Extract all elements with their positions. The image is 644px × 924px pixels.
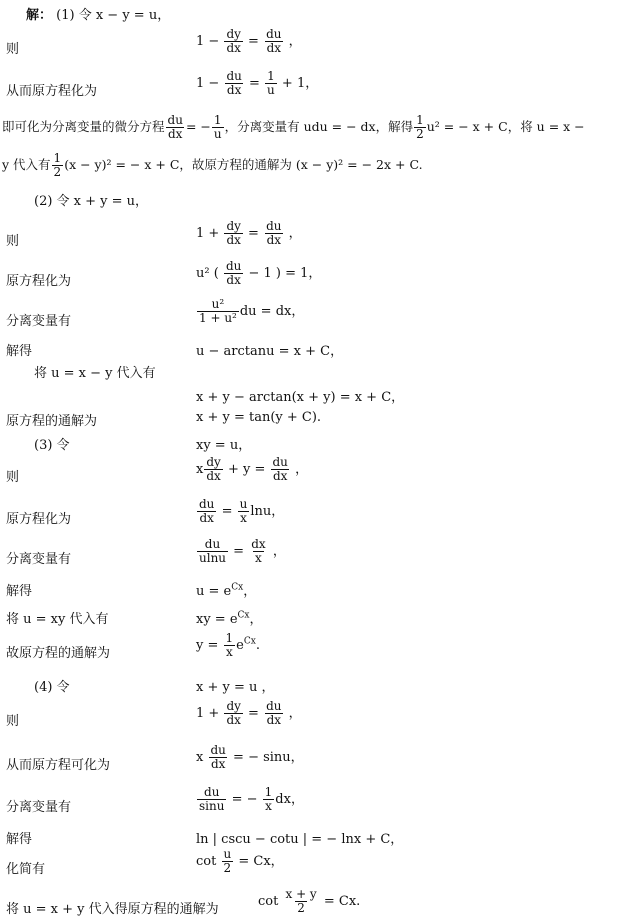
part2-eq-label: 原方程化为 (6, 274, 72, 289)
equals: = (221, 504, 233, 519)
text: = − (185, 119, 211, 134)
text: e (236, 638, 244, 653)
part3-intro-label: (3) 令 (34, 438, 70, 453)
fraction-denominator: 2 (297, 901, 305, 915)
fraction-denominator: u (213, 127, 222, 141)
part2-eq (196, 260, 321, 287)
part4-intro-label: (4) 令 (34, 680, 70, 695)
text: + y = (227, 462, 266, 477)
punct: ， (288, 706, 302, 721)
part4-then-label: 则 (6, 714, 20, 729)
fraction-denominator: ulnu (199, 551, 227, 565)
part4-simp (196, 848, 284, 875)
part4-eq (196, 744, 304, 771)
part2-solve-value: u − arctanu = x + C， (196, 344, 344, 359)
frac-du-ulnu (197, 538, 228, 565)
text: u² ( (196, 266, 219, 281)
part1-eq-end: + 1， (281, 76, 319, 91)
frac-du-dx (166, 114, 185, 141)
equals: = (233, 544, 245, 559)
part4-solve-label: 解得 (6, 832, 33, 847)
part4-sep (196, 786, 304, 813)
part1-then-label: 则 (6, 42, 20, 57)
part1-eq-frac-du-dx (224, 70, 243, 97)
punct: ， (295, 462, 309, 477)
fraction-numerator: du (199, 497, 215, 511)
lhs: 1 + (196, 226, 220, 241)
fraction-denominator: dx (199, 511, 214, 525)
part2-then-label: 则 (6, 234, 20, 249)
part2-sep (196, 298, 304, 325)
frac-dy-dx (224, 700, 242, 727)
part1-eq-label: 从而原方程化为 (6, 84, 98, 99)
fraction-denominator: dx (266, 713, 282, 727)
text: u² = − x + C，将 u = x − (426, 119, 585, 134)
frac-du-sinu (197, 786, 226, 813)
part1-paragraph-line1 (2, 114, 585, 141)
frac-1-x (224, 632, 236, 659)
text: cot (258, 894, 279, 909)
fraction-denominator: dx (226, 713, 241, 727)
part4-intro-value: x + y = u ， (196, 680, 275, 695)
part1-then-frac-du-dx (264, 28, 283, 55)
part1-intro: (1) 令 x − y = u， (56, 8, 171, 23)
text: ，分离变量有 udu = − dx，解得 (224, 119, 414, 134)
fraction-numerator: du (266, 27, 282, 41)
text: = Cx. (323, 894, 361, 909)
punct: ， (249, 612, 263, 627)
part3-general-label: 故原方程的通解为 (6, 646, 111, 661)
fraction-numerator: du (204, 537, 221, 551)
part3-eq-label: 原方程化为 (6, 512, 72, 527)
fraction-numerator: 1 (225, 631, 234, 645)
part2-sep-label: 分离变量有 (6, 314, 72, 329)
fraction-numerator: 1 (267, 69, 275, 83)
fraction-numerator: u (223, 847, 232, 861)
text: = − sinu， (233, 750, 304, 765)
part3-solve (196, 580, 256, 599)
part4-then-eq (196, 700, 302, 727)
text: dx， (275, 792, 304, 807)
text: x (196, 750, 204, 765)
part3-intro-value: xy = u， (196, 438, 252, 453)
frac-u-x (238, 498, 250, 525)
fraction-denominator: x (265, 799, 272, 813)
frac-du-dx (208, 744, 227, 771)
fraction-numerator: 1 (416, 113, 424, 127)
fraction-numerator: du (266, 219, 282, 233)
fraction-denominator: dx (168, 127, 183, 141)
fraction-denominator: dx (266, 41, 282, 55)
part3-eq (196, 498, 284, 525)
exponent: Cx (243, 636, 256, 647)
text: = Cx， (238, 854, 284, 869)
equals: = (248, 706, 259, 721)
part3-then-eq (196, 456, 308, 483)
fraction-denominator: sinu (199, 799, 225, 813)
text: = − (231, 792, 258, 807)
equals: = (248, 226, 259, 241)
text: (x − y)² = − x + C，故原方程的通解为 (x − y)² = − 2x + C. (64, 157, 423, 172)
fraction-numerator: 1 (264, 785, 273, 799)
part4-eq-label: 从而原方程可化为 (6, 758, 111, 773)
part3-sep-label: 分离变量有 (6, 552, 72, 567)
fraction-numerator: dy (206, 455, 221, 469)
part2-solve-label: 解得 (6, 344, 33, 359)
part1-intro-line (26, 4, 170, 23)
part4-final-label: 将 u = x + y 代入得原方程的通解为 (6, 902, 219, 917)
text: − 1 ) = 1， (248, 266, 322, 281)
fraction-denominator: 2 (53, 165, 62, 179)
text: u = e (196, 584, 232, 599)
fraction-numerator: x + y (285, 887, 317, 901)
fraction-denominator: dx (226, 41, 241, 55)
exponent: Cx (237, 610, 250, 621)
fraction-denominator: x (255, 551, 262, 565)
frac-dy-dx (204, 456, 222, 483)
fraction-numerator: du (210, 743, 226, 757)
frac-du-dx (271, 456, 290, 483)
text: y 代入有 (2, 157, 51, 172)
part2-intro: (2) 令 x + y = u， (34, 194, 149, 209)
part2-then-eq (196, 220, 302, 247)
fraction-numerator: du (225, 259, 242, 273)
frac-1-u (212, 114, 224, 141)
punct: ， (288, 34, 302, 49)
fraction-denominator: 1 + u² (199, 311, 237, 325)
part2-general-value: x + y = tan(y + C). (196, 410, 322, 425)
fraction-denominator: u (267, 83, 275, 97)
fraction-denominator: dx (226, 83, 242, 97)
fraction-numerator: du (266, 699, 282, 713)
part1-eq-lhs: 1 − (196, 76, 220, 91)
frac-1-x (263, 786, 275, 813)
fraction-denominator: dx (226, 233, 241, 247)
part2-sub-value: x + y − arctan(x + y) = x + C， (196, 390, 405, 405)
part2-general-label: 原方程的通解为 (6, 414, 98, 429)
fraction-numerator: du (167, 113, 183, 127)
fraction-numerator: dx (251, 537, 266, 551)
punct: ， (243, 584, 257, 599)
fraction-numerator: du (272, 455, 288, 469)
equals: = (248, 34, 259, 49)
fraction-numerator: u (239, 497, 248, 511)
text: x (196, 462, 204, 477)
frac-dy-dx (224, 220, 242, 247)
text: xy = e (196, 612, 238, 627)
part3-solve-label: 解得 (6, 584, 33, 599)
text: lnu， (250, 504, 285, 519)
text: 即可化为分离变量的微分方程 (2, 119, 165, 134)
frac-du-dx (264, 700, 283, 727)
fraction-denominator: 2 (223, 861, 232, 875)
part1-eq-frac-1-u (265, 70, 277, 97)
fraction-numerator: 1 (213, 113, 222, 127)
fraction-numerator: dy (226, 27, 241, 41)
fraction-denominator: dx (206, 469, 221, 483)
part3-general (196, 632, 260, 659)
fraction-denominator: dx (272, 469, 288, 483)
part1-then-eq (196, 28, 302, 55)
punct: ， (288, 226, 302, 241)
frac-1-2 (52, 152, 64, 179)
part2-sub-text: 将 u = x − y 代入有 (34, 366, 156, 381)
fraction-numerator: du (204, 785, 220, 799)
part4-final (258, 888, 360, 915)
frac-du-dx (264, 220, 283, 247)
frac-xpy-2 (283, 888, 318, 915)
exponent: Cx (231, 582, 244, 593)
punct: . (255, 638, 260, 653)
part1-paragraph-line2 (2, 152, 423, 179)
fraction-denominator: 2 (416, 127, 424, 141)
frac-u2-1pu2 (197, 298, 239, 325)
fraction-numerator: dy (226, 699, 241, 713)
frac-u-2 (221, 848, 233, 875)
fraction-denominator: dx (266, 233, 282, 247)
text: du = dx， (239, 304, 305, 319)
fraction-denominator: x (240, 511, 247, 525)
part3-sub-label: 将 u = xy 代入有 (6, 612, 109, 627)
frac-dx-x (249, 538, 267, 565)
solution-label: 解： (26, 8, 53, 23)
fraction-numerator: du (226, 69, 242, 83)
fraction-denominator: dx (226, 273, 241, 287)
punct: ， (272, 544, 286, 559)
fraction-numerator: u² (211, 297, 225, 311)
fraction-denominator: x (225, 645, 233, 659)
part3-then-label: 则 (6, 470, 20, 485)
part3-sub (196, 608, 263, 627)
frac-du-dx (224, 260, 243, 287)
part1-then-frac-dy-dx (224, 28, 242, 55)
text: cot (196, 854, 217, 869)
text: y = (196, 638, 219, 653)
part4-solve-value: ln | cscu − cotu | = − lnx + C， (196, 832, 404, 847)
lhs: 1 + (196, 706, 220, 721)
frac-du-dx (197, 498, 216, 525)
fraction-numerator: dy (226, 219, 241, 233)
fraction-denominator: dx (210, 757, 226, 771)
equals: = (249, 76, 260, 91)
part4-sep-label: 分离变量有 (6, 800, 72, 815)
fraction-numerator: 1 (53, 151, 62, 165)
part1-eq (196, 70, 318, 97)
part1-then-lhs: 1 − (196, 34, 220, 49)
frac-1-2 (414, 114, 426, 141)
part4-simp-label: 化简有 (6, 862, 46, 877)
part3-sep (196, 538, 286, 565)
